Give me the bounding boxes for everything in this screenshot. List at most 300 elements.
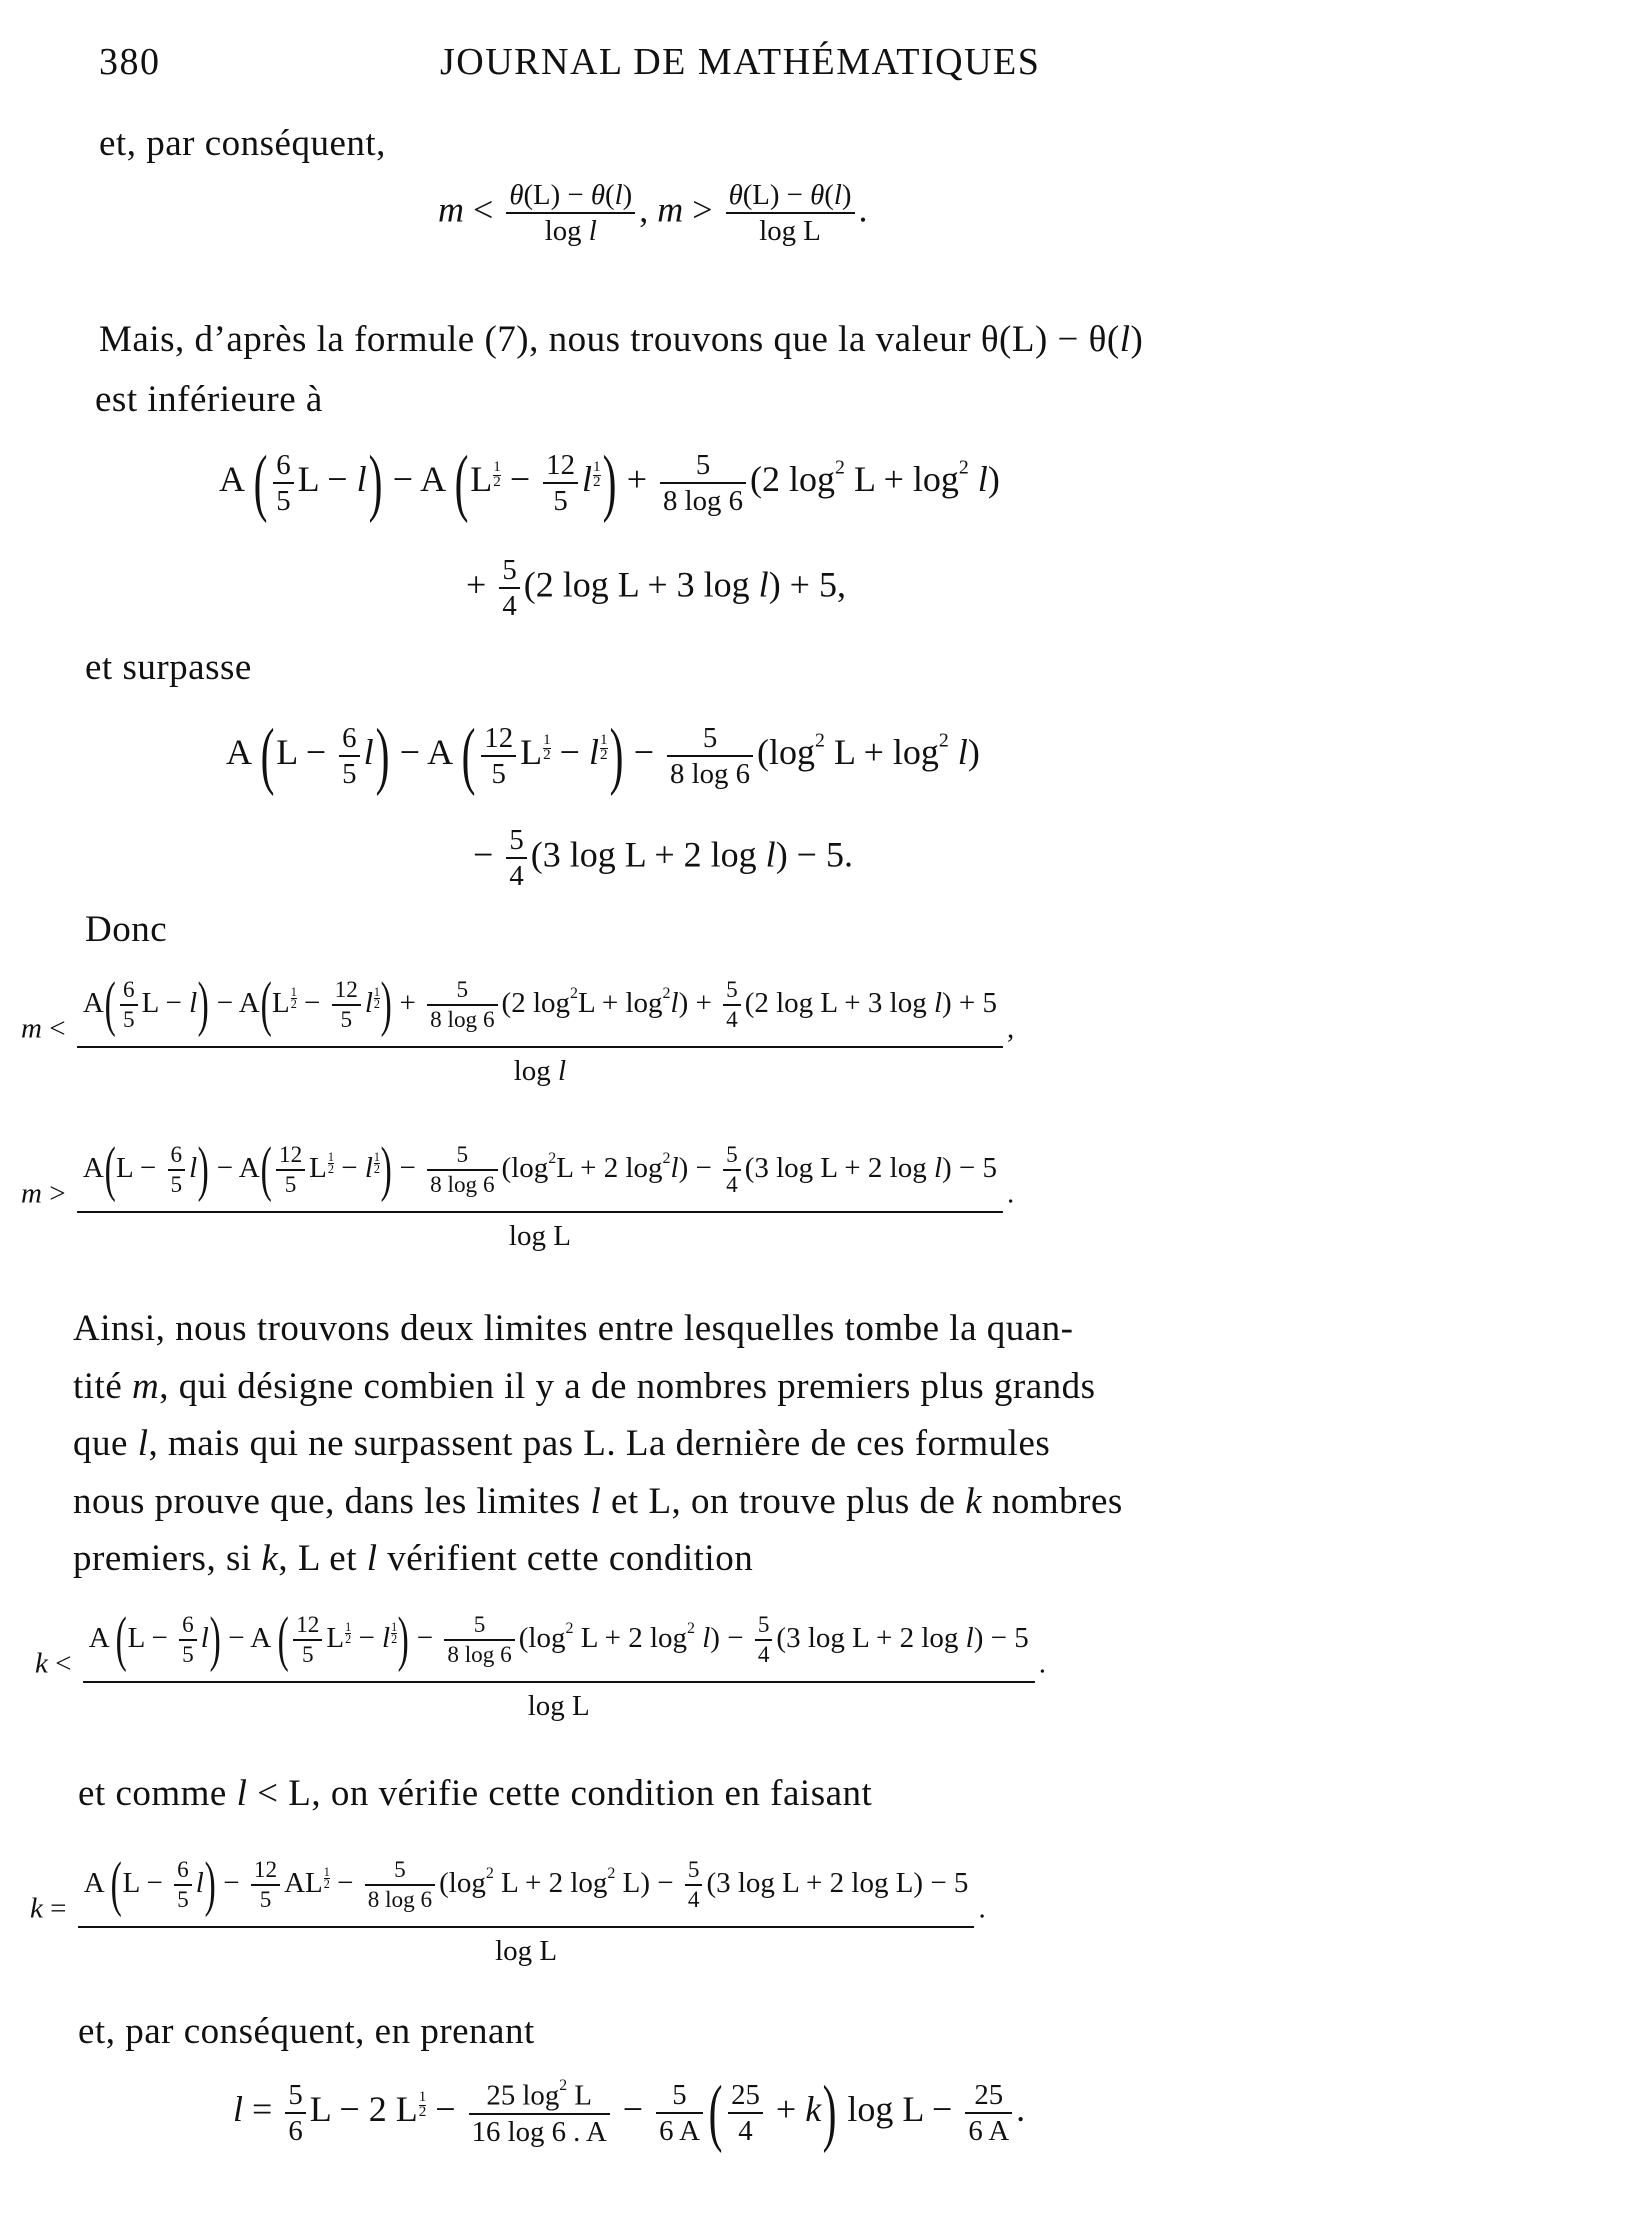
math-text: − [392,1152,424,1185]
numerator [339,723,359,755]
fraction [728,2080,763,2146]
math-text: − A [383,459,454,500]
italic-symbol: l [588,215,597,248]
math-text: L [567,2079,592,2112]
half-power [326,1622,351,1654]
denominator [728,2112,763,2146]
power-base: l [581,459,592,500]
exponent-denominator: 2 [327,1162,334,1177]
math-text: log [544,215,589,248]
denominator [174,1884,192,1912]
math-text: . [1016,2089,1026,2130]
math-text: 12 [546,448,575,481]
formula-k-equals [30,1851,986,1967]
math-text: L − [297,459,357,500]
paragraph-line [73,1415,1473,1473]
power-base: l [364,987,373,1020]
text-line [99,318,1143,361]
numerator [454,978,472,1004]
power-base: L [271,987,290,1020]
exponent-denominator: 2 [599,747,608,764]
math-text: ) + 5 [942,987,998,1020]
fraction [506,825,526,891]
math-text: , [1007,1012,1015,1045]
parenthesized-group [277,1606,410,1673]
denominator [179,1639,197,1667]
math-text: (2 log L + 3 log [744,987,934,1020]
math-text: et, par conséquent, en prenant [78,2011,535,2052]
power-base: L [305,1867,323,1900]
math-text: 5 [456,977,469,1004]
math-text: ( [605,179,615,211]
italic-symbol: k [805,2089,822,2130]
superscript: 2 [548,1149,557,1167]
main-fraction [77,1136,1003,1252]
numerator [506,180,635,212]
left-paren: ( [454,441,469,524]
denominator [499,587,519,621]
parenthesized-group [460,714,625,797]
denominator [273,482,293,516]
numerator [971,2080,1006,2112]
power-base: L [470,459,493,500]
math-text: 12 [278,1142,303,1169]
math-text: 16 log 6 . A [471,2115,607,2148]
left-paren: ( [110,1851,123,1918]
math-text: 25 [731,2078,760,2111]
math-text: 4 [726,1172,738,1199]
math-text: (log [439,1867,486,1900]
numerator [120,978,138,1004]
math-text: ) + [678,987,720,1020]
math-text: L − [116,1152,164,1185]
math-text: < [41,1012,73,1045]
superscript: 2 [565,1619,574,1637]
math-text: nombres [982,1480,1123,1522]
math-text: et comme [78,1773,237,1814]
half-power [309,1152,334,1184]
math-text: 12 [296,1612,320,1639]
denominator [723,1004,741,1032]
math-text: − A [209,987,260,1020]
italic-symbol: l [189,1152,198,1185]
math-text: log L − [838,2089,962,2130]
math-text: 6 [123,977,135,1004]
exponent-denominator: 2 [290,997,297,1012]
math-text: 5 [170,1172,183,1199]
numerator [685,1858,703,1884]
math-text: 5 [284,1172,297,1199]
italic-symbol: m [21,1012,42,1045]
running-title: JOURNAL DE MATHÉMATIQUES [440,41,1041,83]
math-text: ) [841,179,852,211]
superscript: 2 [607,1864,616,1882]
denominator [506,857,526,891]
half-power [365,1152,380,1184]
math-text: 5 [177,1887,189,1914]
math-text: 8 log 6 [367,1887,433,1914]
math-text: ) − [710,1622,751,1655]
formula-m-greater [21,1136,1015,1252]
numerator [168,1143,186,1169]
fraction [339,723,359,789]
denominator [481,755,516,789]
numerator [723,978,741,1004]
math-text [949,732,958,772]
math-text: L − [141,987,190,1020]
exponent-one-half [543,734,551,762]
exponent-one-half [600,734,608,762]
half-power [520,732,551,772]
math-text: < [464,189,503,230]
math-text: L − [276,732,336,773]
right-paren: ) [822,2071,837,2154]
denominator [77,1211,1003,1251]
math-text: A [82,1152,104,1185]
math-text: , mais qui ne surpassent pas L. La dernière de ces formules [148,1423,1051,1464]
right-paren: ) [368,441,383,524]
math-text: Mais, d’après la formule (7), nous trouvons que la valeur θ(L) − θ( [99,319,1120,360]
math-text: > [683,189,722,230]
denominator [723,1169,741,1197]
math-text: , L et [278,1538,367,1579]
denominator [667,755,753,789]
italic-symbol: l [765,834,776,875]
math-text: 5 [702,721,718,754]
math-text: − [329,1867,361,1900]
power-base: L [309,1152,327,1185]
superscript: 2 [687,1619,695,1637]
math-text: 5 [473,1612,486,1639]
math-text: 8 log 6 [663,484,744,517]
fraction [120,978,138,1033]
exponent-numerator: 1 [599,732,608,749]
half-power [589,732,608,772]
right-paren: ) [380,1136,392,1203]
math-text: < [47,1647,79,1680]
exponent-one-half [593,461,601,489]
math-text: A [226,732,260,773]
math-text: 5 [259,1887,272,1914]
left-paren: ( [260,714,275,797]
math-text: 8 log 6 [447,1642,512,1669]
math-text: log [513,1054,559,1087]
math-text: + [617,459,657,500]
exponent-numerator: 1 [592,459,601,476]
italic-symbol: l [614,179,623,211]
math-text: . [978,1892,986,1925]
denominator [77,1046,1003,1086]
math-text: − A [221,1622,277,1655]
math-text: − [624,732,664,773]
math-text: (2 log [501,987,571,1020]
page-number: 380 [99,41,161,83]
math-text: + [392,987,424,1020]
math-text: 12 [253,1857,278,1884]
denominator [120,1004,138,1032]
denominator [506,212,635,246]
math-text: 12 [334,977,358,1004]
math-text: (3 log L + 2 log [744,1152,934,1185]
italic-symbol: k [965,1480,983,1522]
math-text: que [73,1423,138,1464]
paragraph-line [73,1473,1473,1531]
parenthesized-group [260,1136,393,1203]
paragraph-line [73,1300,1473,1358]
math-text: = [243,2089,282,2130]
right-paren: ) [602,441,617,524]
math-text: et L, on trouve plus de [601,1480,966,1522]
text-line [78,1772,872,1815]
exponent-denominator: 2 [418,2104,427,2121]
math-text: Ainsi, nous trouvons deux limites entre lesquelles tombe la quan- [73,1308,1074,1349]
math-text: ) [622,179,633,211]
superscript: 2 [938,729,949,752]
italic-symbol: l [933,987,943,1020]
italic-symbol: l [189,987,198,1020]
numerator [726,180,855,212]
math-text: 5 [342,757,357,790]
denominator [656,2112,703,2146]
math-text: 12 [484,721,514,754]
italic-symbol: l [670,1152,679,1185]
superscript: 2 [570,984,578,1002]
text-line [99,122,386,165]
fraction [481,723,516,789]
right-paren: ) [380,971,392,1038]
exponent-one-half [391,1622,397,1645]
math-text: ) [967,732,980,773]
formula-m-bounds [438,180,868,246]
denominator [444,1639,514,1667]
exponent-denominator: 2 [493,474,501,491]
math-text: ) − 5 [973,1622,1029,1655]
left-paren: ( [260,971,272,1038]
math-text: 5 [340,1007,353,1034]
fraction [469,2078,610,2147]
math-text: (3 log L + 2 log L) − 5 [706,1867,969,1900]
math-text: − A [390,732,461,773]
math-text: 6 [288,2114,303,2147]
left-paren: ( [260,1136,272,1203]
exponent-denominator: 2 [592,474,601,491]
denominator [276,1169,305,1197]
fraction [332,978,361,1033]
math-text: − [550,732,589,773]
math-text: 5 [276,484,291,517]
half-power [470,459,501,499]
left-paren: ( [104,1136,116,1203]
numerator [728,2080,763,2112]
italic-symbol: θ [509,179,524,211]
formula-lower-bound-line2 [473,825,853,891]
math-text: − [409,1622,441,1655]
fraction [285,2080,305,2146]
math-text: premiers, si [73,1538,262,1579]
fraction [726,180,855,246]
fraction [965,2080,1012,2146]
exponent-denominator: 2 [391,1632,398,1647]
math-text: log L [527,1689,590,1722]
right-paren: ) [204,1851,216,1918]
fraction [660,450,746,516]
math-text: , qui désigne combien il y a de nombres premiers plus grands [159,1365,1096,1407]
exponent-numerator: 1 [373,985,380,1000]
numerator [77,1136,1003,1211]
math-text: et, par conséquent, [99,123,386,164]
math-text: 5 [123,1007,135,1034]
half-power [382,1622,397,1654]
numerator [174,1858,192,1884]
italic-symbol: l [200,1622,209,1655]
superscript: 2 [559,2077,568,2095]
math-text: 5 [687,1857,700,1884]
math-text: − [426,2089,465,2130]
denominator [293,1639,322,1667]
math-text: 5 [182,1642,194,1669]
math-text: A [219,459,253,500]
fraction [427,978,497,1033]
italic-symbol: k [30,1892,43,1925]
parenthesized-group [115,1606,221,1673]
right-paren: ) [375,714,390,797]
math-text: 5 [553,484,568,517]
left-paren: ( [253,441,268,524]
formula-upper-bound-line2 [466,555,846,621]
fraction [723,978,741,1033]
math-text: est inférieure à [95,379,323,420]
numerator [179,1613,197,1639]
half-power [305,1867,330,1899]
math-text: 4 [738,2114,753,2147]
left-paren: ( [277,1606,289,1673]
math-text: (2 log L + 3 log [523,564,759,605]
math-text: (2 log [750,459,836,500]
math-text: . [1007,1177,1015,1210]
italic-symbol: l [965,1622,974,1655]
numerator [700,723,720,755]
math-text: L) − [615,1867,681,1900]
math-text: L − [122,1867,171,1900]
half-power [365,987,380,1019]
half-power [582,459,601,499]
power-base: L [326,1622,345,1655]
math-text: log L [508,1219,571,1252]
math-text: ) − [678,1152,720,1185]
math-text: − [500,459,540,500]
text-line [85,646,252,689]
exponent-numerator: 1 [543,732,551,749]
fraction [755,1613,773,1668]
math-text: L + 2 log [493,1867,608,1900]
fraction [427,1143,497,1198]
numerator [499,555,519,587]
math-text: ( [824,179,834,211]
denominator [660,482,746,516]
math-text: tité [73,1365,133,1407]
numerator [78,1851,975,1926]
power-base: l [364,1152,373,1185]
math-text: (3 log L + 2 log [776,1622,966,1655]
power-base: l [588,732,599,773]
denominator [965,2112,1012,2146]
math-text: > [41,1177,73,1210]
math-text: ) [1130,319,1144,360]
fraction [168,1143,186,1198]
main-fraction [83,1606,1035,1722]
superscript: 2 [662,1149,671,1167]
fraction [365,1858,435,1913]
italic-symbol: l [356,459,367,500]
math-text: A [83,1867,111,1900]
math-text: 5 [301,1642,314,1669]
fraction [251,1858,280,1913]
denominator [685,1884,703,1912]
denominator [726,212,855,246]
denominator [339,755,359,789]
superscript: 2 [835,456,845,479]
left-paren: ( [708,2071,723,2154]
exponent-numerator: 1 [323,1865,330,1880]
formula-l-choice [233,2071,1026,2154]
math-text: 4 [687,1887,700,1914]
math-text: L + log [824,732,939,773]
math-text: 5 [502,554,517,586]
numerator [755,1613,773,1639]
denominator [285,2112,305,2146]
right-paren: ) [609,714,624,797]
numerator [77,971,1003,1046]
italic-symbol: l [236,1773,248,1814]
denominator [543,482,578,516]
math-text: ) − 5. [775,834,853,875]
exponent-denominator: 2 [373,1162,380,1177]
italic-symbol: l [590,1480,602,1522]
italic-symbol: k [261,1538,279,1579]
exponent-denominator: 2 [323,1877,330,1892]
math-text: 5 [757,1612,770,1639]
math-text: 6 [177,1857,189,1884]
italic-symbol: l [363,732,374,773]
parenthesized-group [707,2071,838,2154]
math-text: A [284,1867,306,1900]
math-text: ) + 5, [768,564,846,605]
numerator [285,2080,305,2112]
main-fraction [78,1851,975,1967]
math-text: A [88,1622,116,1655]
italic-symbol: θ [810,179,825,211]
math-text: 8 log 6 [670,757,751,790]
math-text: 5 [695,448,711,481]
paragraph-line [73,1358,1473,1416]
math-text: 6 [170,1142,183,1169]
numerator [693,450,713,482]
power-base: l [382,1622,391,1655]
italic-symbol: l [933,1152,943,1185]
fraction [656,2080,703,2146]
exponent-denominator: 2 [543,747,551,764]
math-text: L + 2 log [573,1622,688,1655]
italic-symbol: l [670,987,679,1020]
fraction [685,1858,703,1913]
numerator [506,825,526,857]
math-text: L − 2 [309,2089,396,2130]
half-power [396,2089,427,2129]
math-text: (L) − [742,179,811,211]
math-text: 4 [726,1007,738,1034]
math-text: 6 [182,1612,194,1639]
text-line [85,908,167,951]
